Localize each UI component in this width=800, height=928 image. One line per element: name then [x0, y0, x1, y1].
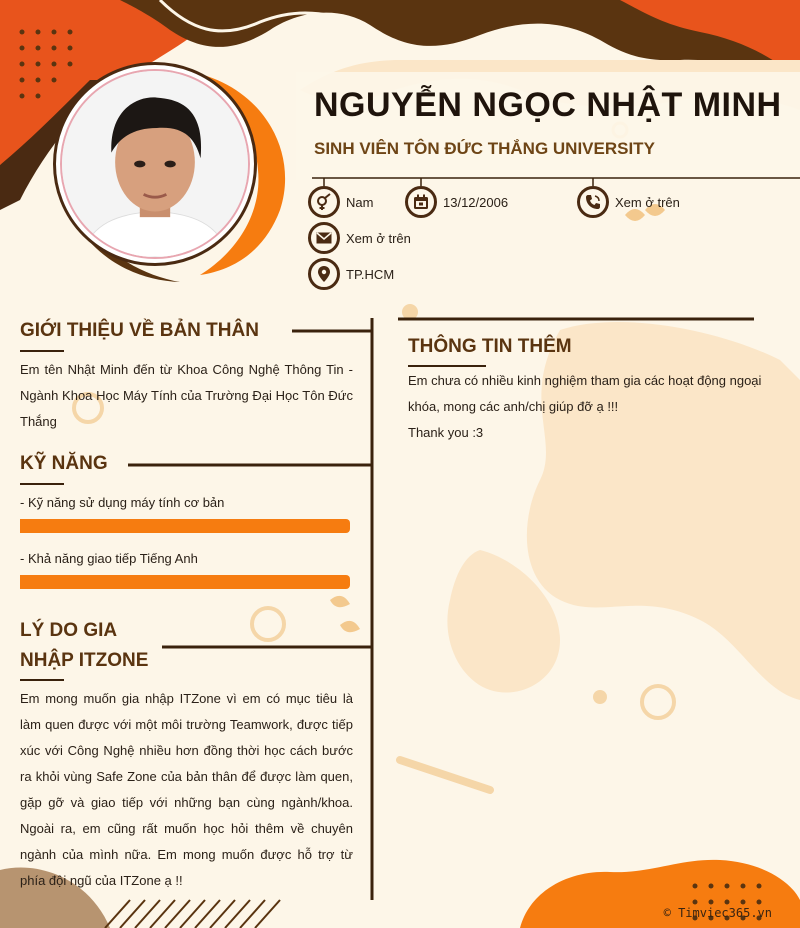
about-title: GIỚI THIỆU VỀ BẢN THÂN: [20, 320, 259, 341]
contact-address-value: TP.HCM: [346, 266, 395, 282]
skill-bar: [20, 519, 350, 533]
gender-icon: [308, 186, 340, 218]
skill-label: - Kỹ năng sử dụng máy tính cơ bản: [20, 495, 225, 510]
envelope-icon: [308, 222, 340, 254]
contact-address: [308, 258, 394, 290]
watermark: © Timviec365.vn: [663, 906, 772, 920]
skill-label: - Khả năng giao tiếp Tiếng Anh: [20, 551, 198, 566]
skills-title: KỸ NĂNG: [20, 453, 108, 474]
avatar-photo: [60, 69, 250, 259]
profile-subtitle: SINH VIÊN TÔN ĐỨC THẮNG UNIVERSITY: [314, 139, 655, 158]
profile-name: NGUYỄN NGỌC NHẬT MINH: [314, 86, 782, 124]
about-text: Em tên Nhật Minh đến từ Khoa Công Nghệ Thông Tin - Ngành Khoa Học Máy Tính của Trường Đại Học Tôn Đức Thắng: [20, 362, 353, 429]
reason-title-line1: LÝ DO GIA: [20, 620, 118, 641]
skill-bar-fill: [20, 519, 350, 533]
extra-title: THÔNG TIN THÊM: [408, 336, 572, 357]
contact-phone-value: Xem ở trên: [615, 194, 680, 210]
phone-icon: [577, 186, 609, 218]
skill-bar: [20, 575, 350, 589]
contact-birthday-value: 13/12/2006: [443, 194, 509, 210]
contact-email-value: Xem ở trên: [346, 230, 411, 246]
reason-text: Em mong muốn gia nhập ITZone vì em có mục tiêu là làm quen được với một môi trường Teamwork, được tiếp xúc với Công Nghệ nhiều hơn đồng thời học cách bước ra khỏi vùng Safe Zone của bản thân để được làm quen, gặp gỡ và giao tiếp với những bạn cùng ngành/khoa. Ngoài ra, em cũng rất muốn học hỏi thêm về chuyên ngành của mình nữa. Em mong muốn được hỗ trợ từ phía đội ngũ của ITZone ạ !!: [20, 691, 353, 888]
extra-underline: [408, 365, 486, 367]
contact-gender: [308, 186, 373, 218]
extra-text: Em chưa có nhiều kinh nghiệm tham gia các hoạt động ngoại khóa, mong các anh/chị giúp đỡ ạ !!!: [408, 373, 762, 414]
extra-thanks: Thank you :3: [408, 425, 484, 440]
about-underline: [20, 350, 64, 352]
contact-birthday: [405, 186, 508, 218]
contact-gender-value: Nam: [346, 194, 374, 210]
contact-email: [308, 222, 411, 254]
calendar-icon: [405, 186, 437, 218]
skill-bar-fill: [20, 575, 350, 589]
skills-underline: [20, 483, 64, 485]
reason-underline: [20, 679, 64, 681]
contact-phone: [577, 186, 680, 218]
reason-title-line2: NHẬP ITZONE: [20, 650, 149, 671]
location-pin-icon: [308, 258, 340, 290]
avatar: [53, 62, 257, 266]
